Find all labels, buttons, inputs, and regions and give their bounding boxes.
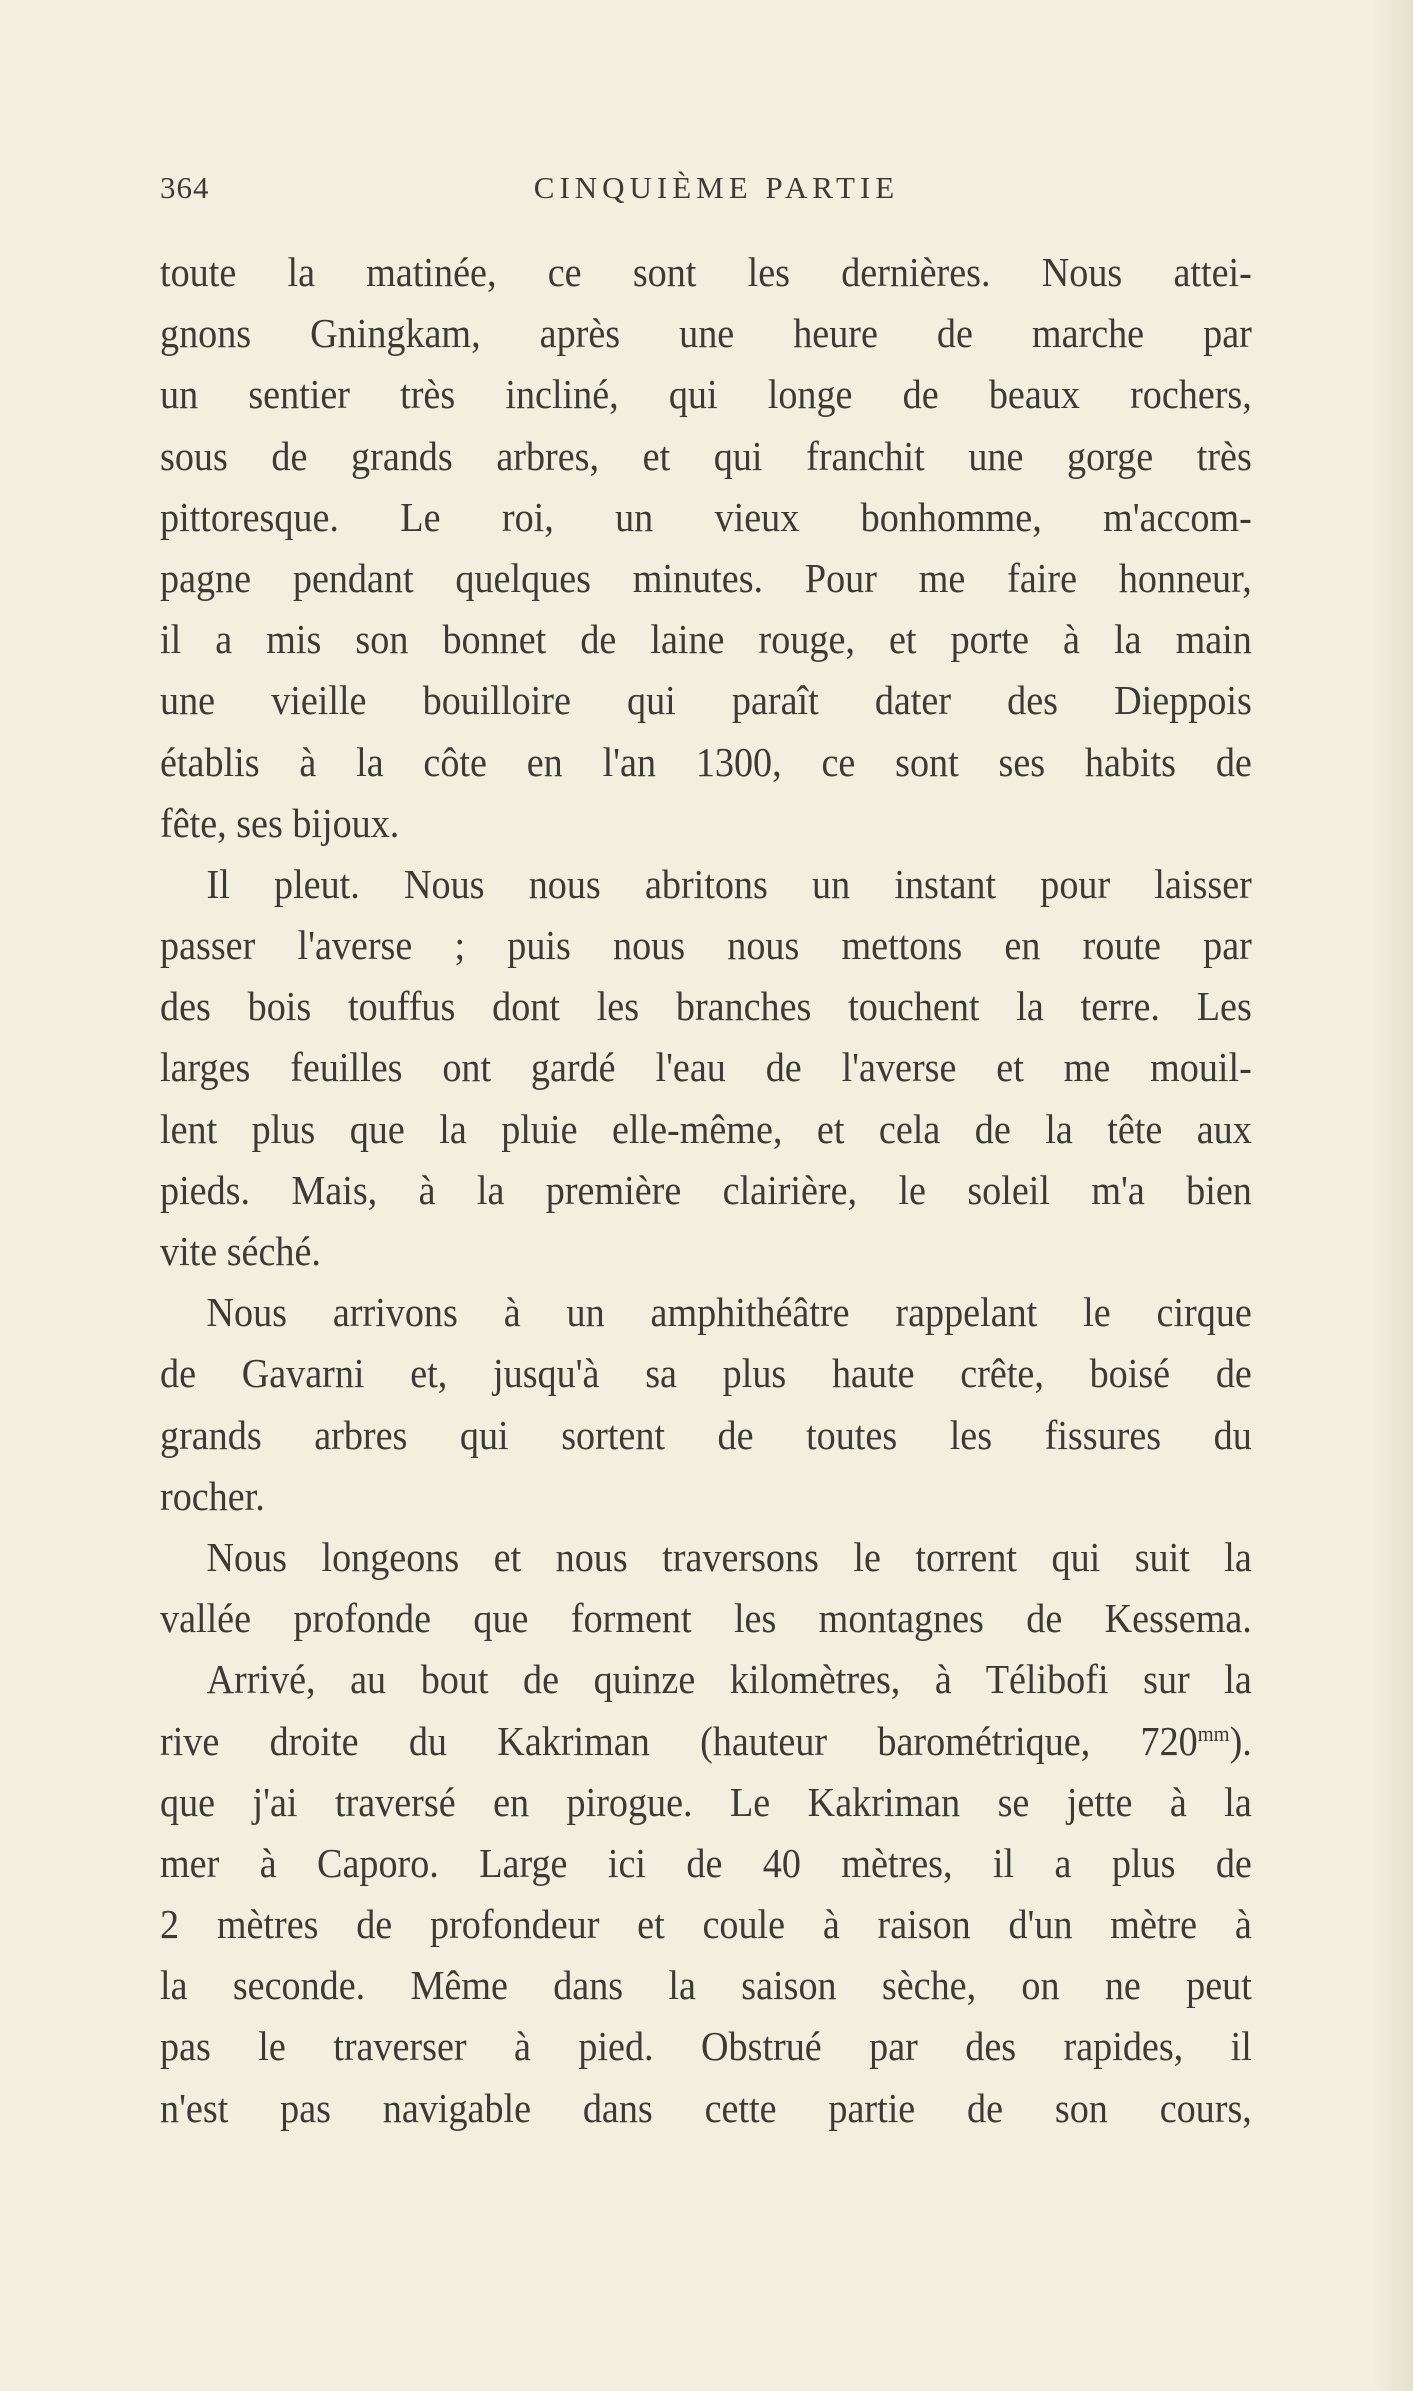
text-line	[160, 1955, 1252, 2016]
text-line	[160, 1527, 1252, 1588]
text-line-content: rive droite du Kakriman (hauteur barométrique, 720	[160, 1717, 1198, 1764]
text-line	[160, 915, 1252, 976]
text-line	[160, 1221, 1252, 1282]
text-line-content: pas le traverser à pied. Obstrué par des rapides, il	[160, 2023, 1252, 2070]
text-line-content: pagne pendant quelques minutes. Pour me faire honneur,	[160, 554, 1252, 601]
text-line-content: rocher.	[160, 1472, 265, 1519]
page-edge-shadow	[1373, 0, 1413, 2391]
text-line-content: passer l'averse ; puis nous nous mettons en route par	[160, 922, 1252, 969]
text-line-tail: ).	[1229, 1717, 1252, 1764]
text-line-content: gnons Gningkam, après une heure de marche par	[160, 310, 1252, 357]
text-line-content: Il pleut. Nous nous abritons un instant pour laisser	[206, 860, 1252, 907]
text-line-content: larges feuilles ont gardé l'eau de l'averse et me mouil-	[160, 1044, 1252, 1091]
text-line	[160, 1649, 1252, 1710]
text-line-content: des bois touffus dont les branches touchent la terre. Les	[160, 983, 1252, 1030]
text-line-content: Nous longeons et nous traversons le torrent qui suit la	[206, 1533, 1252, 1580]
text-line	[160, 1037, 1252, 1098]
text-line-content: toute la matinée, ce sont les dernières. Nous attei-	[160, 249, 1252, 295]
text-line	[160, 426, 1252, 487]
text-line	[160, 976, 1252, 1037]
text-line-content: la seconde. Même dans la saison sèche, on ne peut	[160, 1962, 1252, 2009]
text-line	[160, 854, 1252, 915]
text-line-content: un sentier très incliné, qui longe de beaux rochers,	[160, 371, 1252, 418]
text-line	[160, 2016, 1252, 2077]
text-line	[160, 1894, 1252, 1955]
text-line-content: de Gavarni et, jusqu'à sa plus haute crête, boisé de	[160, 1350, 1252, 1397]
text-line	[160, 1772, 1252, 1833]
text-line	[160, 793, 1252, 854]
text-line-content: fête, ses bijoux.	[160, 799, 400, 846]
text-line-content: Nous arrivons à un amphithéâtre rappelant le cirque	[206, 1289, 1252, 1336]
text-line-content: lent plus que la pluie elle-même, et cela de la tête aux	[160, 1105, 1252, 1152]
text-line-content: pittoresque. Le roi, un vieux bonhomme, m'accom-	[160, 493, 1252, 540]
text-line-content: une vieille bouilloire qui paraît dater des Dieppois	[160, 677, 1252, 724]
unit-superscript: mm	[1197, 1720, 1230, 1746]
text-line	[160, 364, 1252, 425]
text-line-content: que j'ai traversé en pirogue. Le Kakriman se jette à la	[160, 1778, 1252, 1825]
text-line	[160, 1405, 1252, 1466]
text-line	[160, 670, 1252, 731]
text-line-content: vite séché.	[160, 1228, 321, 1274]
text-line	[160, 487, 1252, 548]
text-line-content: mer à Caporo. Large ici de 40 mètres, il a plus de	[160, 1839, 1252, 1886]
page-number: 364	[160, 170, 210, 205]
text-line	[160, 1466, 1252, 1527]
text-line	[160, 303, 1252, 364]
text-line-content: grands arbres qui sortent de toutes les fissures du	[160, 1411, 1252, 1458]
text-line-content: pieds. Mais, à la première clairière, le soleil m'a bien	[160, 1166, 1252, 1213]
text-line-content: sous de grands arbres, et qui franchit une gorge très	[160, 432, 1252, 479]
running-title: CINQUIÈME PARTIE	[533, 170, 900, 205]
body-text	[160, 242, 1252, 2139]
text-line	[160, 609, 1252, 670]
text-line	[160, 1833, 1252, 1894]
text-line	[160, 242, 1252, 303]
text-line-content: il a mis son bonnet de laine rouge, et porte à la main	[160, 616, 1252, 663]
text-line	[160, 1282, 1252, 1343]
text-line-content: 2 mètres de profondeur et coule à raison d'un mètre à	[160, 1901, 1252, 1948]
text-line-content: vallée profonde que forment les montagnes de Kessema.	[160, 1595, 1252, 1642]
text-line-content: établis à la côte en l'an 1300, ce sont ses habits de	[160, 738, 1252, 785]
text-line	[160, 2078, 1252, 2139]
text-line	[160, 1588, 1252, 1649]
text-line	[160, 1099, 1252, 1160]
text-line	[160, 732, 1252, 793]
text-line	[160, 1343, 1252, 1404]
text-line-content: Arrivé, au bout de quinze kilomètres, à Télibofi sur la	[206, 1656, 1252, 1703]
text-line	[160, 1160, 1252, 1221]
text-line	[160, 1711, 1252, 1772]
text-line-content: n'est pas navigable dans cette partie de son cours,	[160, 2084, 1252, 2131]
text-line	[160, 548, 1252, 609]
